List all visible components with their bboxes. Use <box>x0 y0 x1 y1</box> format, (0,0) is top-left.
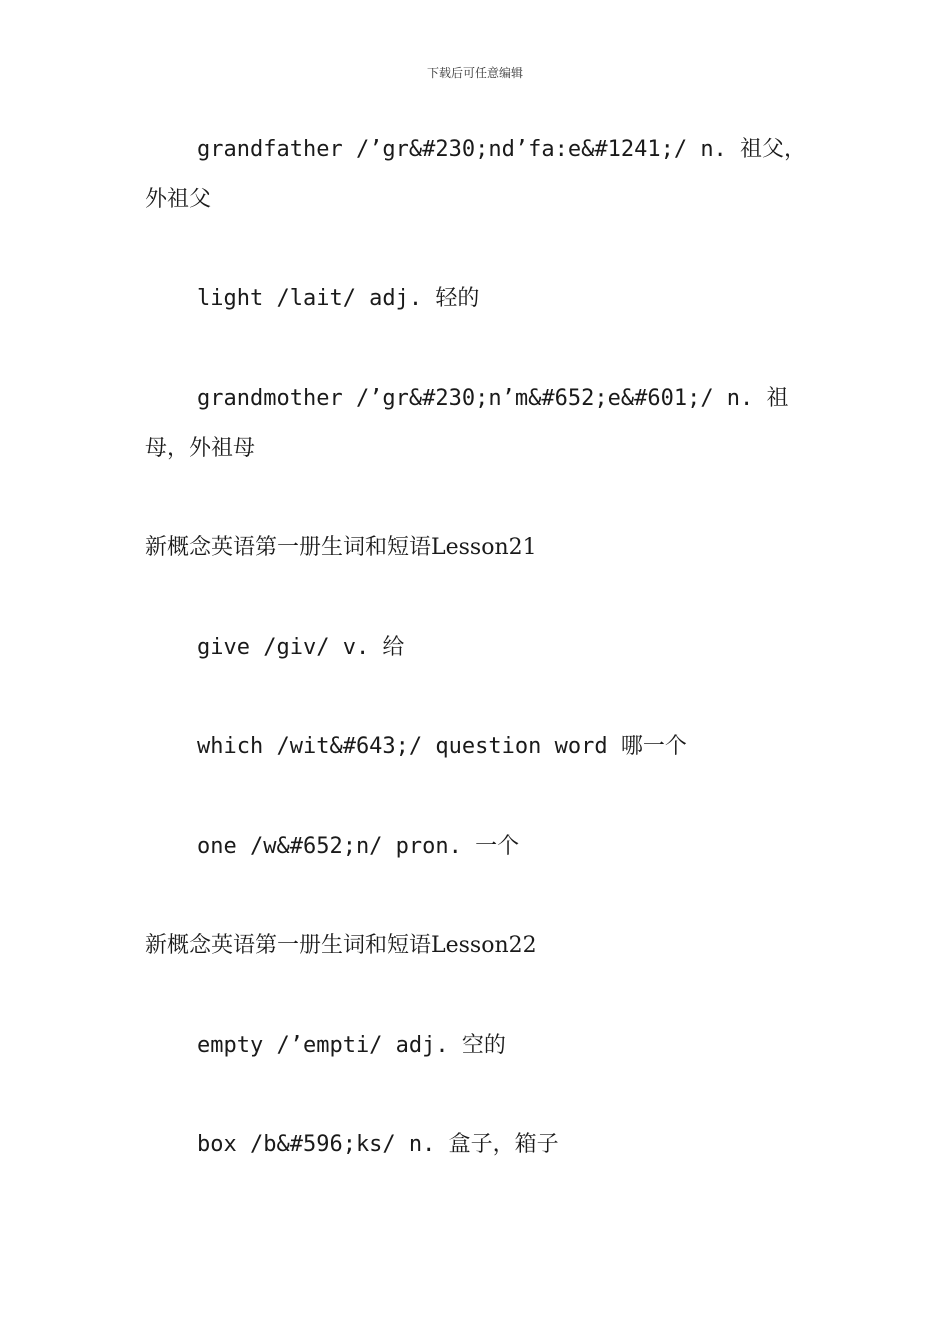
vocab-entry-light <box>145 274 835 324</box>
entry-line: give /giv/ v. 给 <box>197 635 405 660</box>
vocab-entry-empty <box>145 1021 835 1071</box>
lesson-heading-22: 新概念英语第一册生词和短语Lesson22 <box>145 933 537 958</box>
entry-continuation: 母，外祖母 <box>145 436 256 461</box>
lesson-heading-21: 新概念英语第一册生词和短语Lesson21 <box>145 535 537 560</box>
vocab-entry-which <box>145 722 835 772</box>
vocab-entry-grandfather <box>145 125 835 225</box>
vocab-entry-box <box>145 1120 835 1170</box>
page-header: 下载后可任意编辑 <box>426 66 523 80</box>
vocab-entry-one <box>145 822 835 872</box>
vocab-entry-give <box>145 623 835 673</box>
entry-line: light /lait/ adj. 轻的 <box>197 286 480 311</box>
entry-continuation: 外祖父 <box>145 187 212 212</box>
vocab-entry-grandmother <box>145 374 835 474</box>
entry-line: grandfather /’gr&#230;nd’fa:e&#1241;/ n. 祖父， <box>197 137 807 162</box>
entry-line: box /b&#596;ks/ n. 盒子，箱子 <box>197 1132 559 1157</box>
entry-line: which /wit&#643;/ question word 哪一个 <box>197 734 687 759</box>
entry-line: one /w&#652;n/ pron. 一个 <box>197 834 520 859</box>
entry-line: empty /’empti/ adj. 空的 <box>197 1033 506 1058</box>
entry-line: grandmother /’gr&#230;n’m&#652;e&#601;/ n. 祖 <box>197 386 789 411</box>
